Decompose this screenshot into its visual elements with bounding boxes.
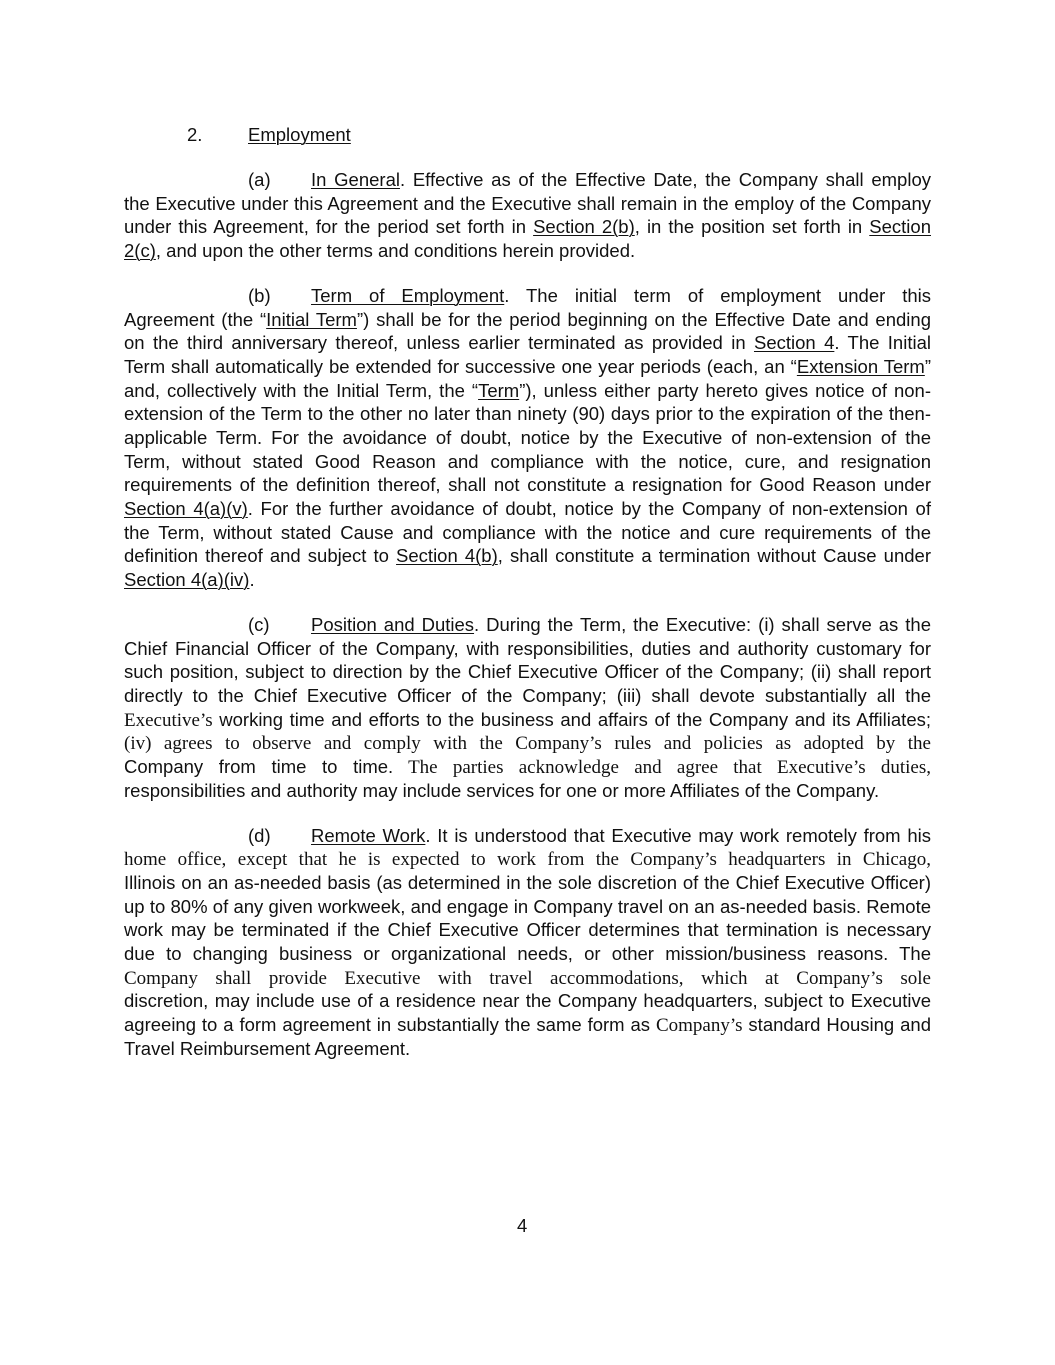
line-text [124, 309, 931, 330]
page-number: 4 [517, 1215, 528, 1236]
text-run: . It is understood that Executive may work remotely from his [425, 824, 931, 846]
text-run: agreeing to a form agreement in substantially the same form as [124, 1014, 656, 1036]
line-text [124, 332, 931, 353]
text-run: . The initial term of employment under this [504, 284, 931, 306]
line-text [124, 780, 879, 801]
line-text [124, 240, 635, 261]
paragraph-label: (a) [248, 168, 271, 190]
text-line [124, 426, 931, 450]
text-line [124, 168, 931, 192]
text-line [124, 1013, 931, 1037]
underlined-term: Section 4(a)(iv) [124, 569, 250, 591]
line-text [124, 872, 931, 893]
text-run: ”), unless either party hereto gives notice of non- [519, 379, 931, 401]
text-run: work may be terminated if the Chief Executive Officer determines that termination is necessary [124, 919, 931, 941]
text-run: such position, subject to direction by the Chief Executive Officer of the Company; (ii) shall report [124, 661, 931, 683]
text-run: Chief Financial Officer of the Company, with responsibilities, duties and authority customary for [124, 637, 931, 659]
underlined-term: Section 4(a)(v) [124, 498, 248, 519]
text-run: Term shall automatically be extended for successive one year periods (each, an “ [124, 355, 797, 377]
text-line [124, 544, 931, 568]
text-line [124, 942, 931, 966]
line-text [124, 569, 255, 590]
text-run: responsibilities and authority may include services for one or more Affiliates of the Company. [124, 779, 880, 801]
paragraph-a [124, 168, 931, 263]
line-text [124, 848, 931, 869]
text-line [124, 989, 931, 1013]
line-text [124, 403, 931, 424]
underlined-term: Remote Work [311, 824, 426, 846]
text-run: . The Initial [834, 332, 931, 354]
text-line [124, 966, 931, 990]
line-text [124, 709, 931, 730]
text-line [124, 402, 931, 426]
text-line [124, 918, 931, 942]
paragraph-d [124, 824, 931, 1061]
line-text [124, 380, 931, 401]
text-line [124, 331, 931, 355]
line-text [124, 545, 931, 566]
underlined-term: 2(c) [124, 239, 156, 261]
line-text [124, 732, 931, 753]
text-line [124, 192, 931, 216]
text-line [124, 379, 931, 403]
text-run: standard Housing and [742, 1014, 932, 1036]
line-text [124, 685, 931, 706]
text-run: and, collectively with the Initial Term, the “ [124, 379, 479, 401]
paragraph-c [124, 613, 931, 803]
text-run: Travel Reimbursement Agreement. [124, 1037, 411, 1059]
text-line [124, 355, 931, 379]
text-run: the Term, without stated Cause and compliance with the notice and cure requirements of the [124, 521, 931, 543]
line-text [124, 522, 931, 543]
text-line [124, 239, 931, 263]
text-line [124, 755, 931, 779]
line-text [124, 1038, 410, 1059]
text-line [124, 871, 931, 895]
text-run: . Effective as of the Effective Date, the Company shall employ [399, 168, 931, 190]
text-run: Company shall provide Executive with travel accommodations, which at Company’s sole [124, 967, 931, 989]
underlined-term: Extension Term [796, 355, 925, 377]
line-text [124, 427, 931, 448]
line-text [124, 356, 931, 377]
line-text [311, 169, 931, 190]
text-line [124, 497, 931, 521]
text-line [124, 660, 931, 684]
underlined-term: Section 4 [753, 332, 835, 354]
text-line [124, 779, 931, 803]
paragraph-label: (c) [248, 613, 270, 635]
text-run: the Executive under this Agreement and the Executive shall remain in the employ of the Company [124, 192, 931, 214]
line-text [124, 896, 931, 917]
text-line [124, 895, 931, 919]
paragraph-list [124, 168, 931, 1061]
text-line [124, 473, 931, 497]
text-run: applicable Term. For the avoidance of doubt, notice by the Executive of non-extension of the [124, 426, 931, 448]
text-line [124, 284, 931, 308]
section-heading [124, 123, 931, 147]
text-run: , shall constitute a termination without Cause under [497, 545, 931, 567]
underlined-term: Term of Employment [311, 284, 505, 306]
text-line [124, 824, 931, 848]
line-text [124, 756, 931, 777]
text-run: Agreement (the “ [124, 308, 267, 330]
line-text [311, 614, 931, 635]
line-text [124, 943, 931, 964]
text-line [124, 568, 931, 592]
text-run: The parties acknowledge and agree that Executive’s duties, [393, 757, 931, 779]
line-text [124, 193, 931, 214]
text-run: home office, except that he is expected to work from the Company’s headquarters in Chicago, [124, 849, 931, 871]
line-text [124, 661, 931, 682]
text-line [124, 215, 931, 239]
section-number: 2. [187, 124, 203, 145]
text-run: Executive’s [124, 709, 213, 731]
line-text [311, 825, 931, 846]
text-run: . [249, 569, 255, 591]
text-line [124, 847, 931, 871]
document-body [124, 123, 931, 1061]
text-run: due to changing business or organizational needs, or other mission/business reasons. The [124, 943, 931, 965]
text-run: working time and efforts to the business and affairs of the Company and its Affiliates; [212, 708, 931, 730]
text-line [124, 521, 931, 545]
paragraph-b [124, 284, 931, 592]
text-run: Illinois on an as-needed basis (as determined in the sole discretion of the Chief Executive Officer) [124, 872, 931, 893]
text-line [124, 684, 931, 708]
underlined-term: Section 2(b) [533, 216, 635, 238]
line-text [124, 216, 931, 237]
text-run: Term, without stated Good Reason and compliance with the notice, cure, and resignation [124, 450, 931, 472]
underlined-term: Initial Term [266, 308, 357, 330]
text-run: ”) shall be for the period beginning on the Effective Date and ending [356, 308, 931, 330]
text-run: . During the Term, the Executive: (i) shall serve as the [474, 613, 931, 635]
text-line [124, 708, 931, 732]
text-line [124, 613, 931, 637]
line-text [124, 990, 931, 1011]
line-text [124, 638, 931, 659]
line-text [311, 285, 931, 306]
text-run: requirements of the definition thereof, shall not constitute a resignation for Good Reason under [124, 474, 931, 496]
text-run: extension of the Term to the other no later than ninety (90) days prior to the expiration of the then- [124, 403, 931, 425]
underlined-term: Section 4(b) [396, 545, 498, 567]
text-run: ” [924, 355, 931, 377]
paragraph-label: (b) [248, 284, 271, 306]
text-line [124, 731, 931, 755]
text-run: on the third anniversary thereof, unless earlier terminated as provided in [124, 332, 754, 354]
line-text [124, 919, 931, 940]
text-line [124, 450, 931, 474]
text-run: Company from time to time. [124, 756, 394, 778]
text-run: definition thereof and subject to [124, 545, 397, 567]
line-text [124, 451, 931, 472]
line-text [124, 967, 931, 988]
line-text [124, 498, 931, 519]
underlined-term: Position and Duties [311, 613, 475, 635]
line-text [124, 1014, 931, 1035]
text-run: under this Agreement, for the period set forth in [124, 216, 534, 238]
paragraph-label: (d) [248, 824, 271, 846]
text-run: (iv) agrees to observe and comply with the Company’s rules and policies as adopted by the [124, 733, 931, 755]
text-run: directly to the Chief Executive Officer of the Company; (iii) shall devote substantially all the [124, 685, 931, 706]
text-line [124, 637, 931, 661]
text-run: , in the position set forth in [634, 216, 870, 238]
underlined-term: Term [478, 379, 520, 401]
text-run: Company’s [655, 1015, 743, 1037]
text-line [124, 308, 931, 332]
underlined-term: Section [869, 216, 931, 238]
line-text [124, 474, 931, 495]
text-run: discretion, may include use of a residence near the Company headquarters, subject to Executive [124, 990, 931, 1012]
text-run: . For the further avoidance of doubt, notice by the Company of non-extension of [247, 498, 931, 519]
text-run: , and upon the other terms and conditions herein provided. [155, 239, 636, 261]
text-line [124, 1037, 931, 1061]
underlined-term: In General [311, 168, 400, 190]
text-run: up to 80% of any given workweek, and engage in Company travel on an as-needed basis. Remote [124, 895, 931, 917]
section-title: Employment [248, 124, 351, 145]
